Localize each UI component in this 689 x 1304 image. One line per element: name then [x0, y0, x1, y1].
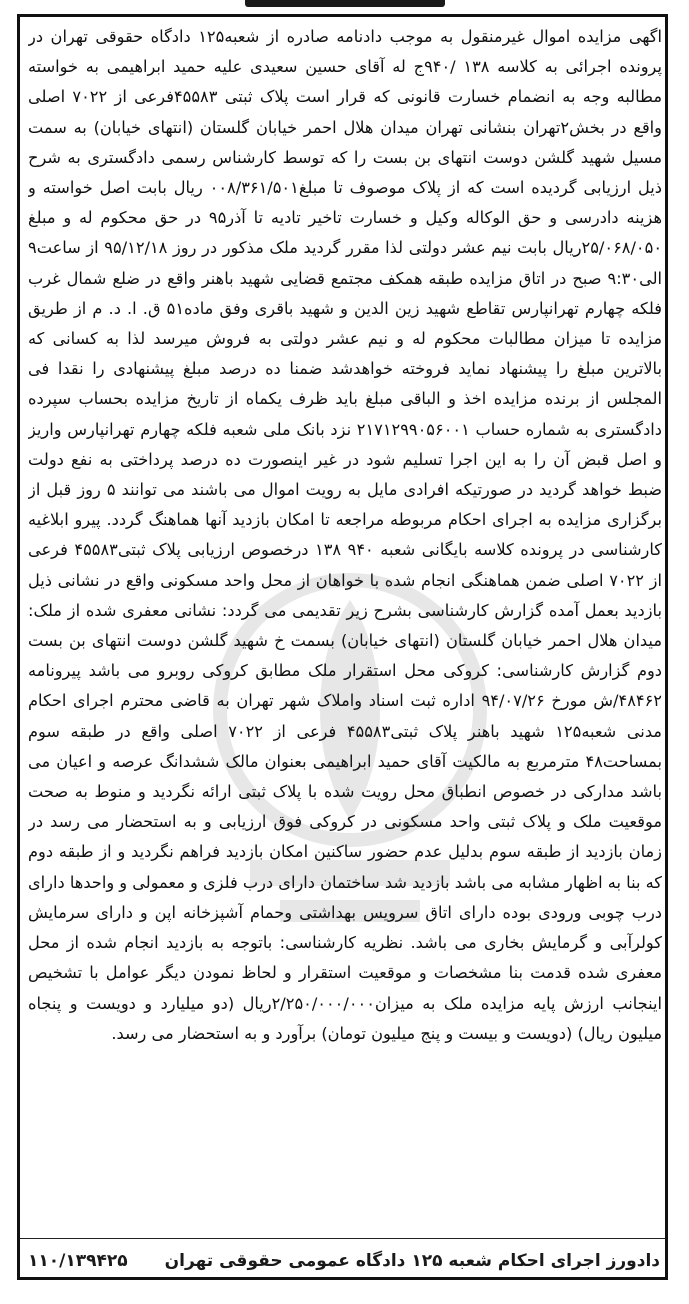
top-edge-bar — [245, 0, 445, 7]
notice-footer — [28, 1244, 660, 1278]
notice-code: ۱۱۰/۱۳۹۴۲۵ — [28, 1251, 128, 1271]
notice-paragraph: اگهی مزایده اموال غیرمنقول به موجب دادنامه صادره از شعبه۱۲۵ دادگاه حقوقی تهران در پرونده اجرائی به کلاسه ۱۳۸ /۹۴۰ج له آقای حسین سعیدی علیه حمید ابراهیمی به خواسته مطالبه وجه به انضمام خسارت قانونی که قرار است پلاک ثبتی ۴۵۵۸۳فرعی از ۷۰۲۲ اصلی واقع در بخش۲تهران بنشانی تهران میدان هلال احمر خیابان گلستان (انتهای خیابان) به سمت مسیل شهید گلشن دوست انتهای بن بست را که توسط کارشناس رسمی دادگستری به شرح ذیل ارزیابی گردیده است که از پلاک موصوف تا مبلغ۰۰۸/۳۶۱/۵۰۱ ریال بابت اصل خواسته و هزینه دادرسی و حق الوکاله وکیل و خسارت تاخیر تادیه تا آذر۹۵ در حق محکوم له و مبلغ ۲۵/۰۶۸/۰۵۰ریال بابت نیم عشر دولتی لذا مقرر گردید ملک مذکور در روز ۹۵/۱۲/۱۸ از ساعت۹ الی۹:۳۰ صبح در اتاق مزایده طبقه همکف مجتمع قضایی شهید باهنر واقع در ضلع شمال غرب فلکه چهارم تهرانپارس تقاطع شهید زین الدین و شهید باقری وفق ماده۵۱ ق. ا. د. م از طریق مزایده تا میزان مطالبات محکوم له و نیم عشر دولتی به فروش میرسد لذا به کسانی که بالاترین مبلغ را پیشنهاد نماید فروخته خواهدشد ضمنا ده درصد مبلغ پیشنهادی را نقدا فی المجلس از برنده مزایده اخذ و الباقی مبلغ باید ظرف یکماه از تاریخ مزایده بحساب سپرده دادگستری به شماره حساب ۲۱۷۱۲۹۹۰۵۶۰۰۱ نزد بانک ملی شعبه فلکه چهارم تهرانپارس واریز و اصل قبض آن را به این اجرا تسلیم شود در غیر اینصورت ده درصد پرداختی به نفع دولت ضبط خواهد گردید در صورتیکه افرادی مایل به رویت اموال می باشند می توانند ۵ روز قبل از برگزاری مزایده به اجرای احکام مربوطه مراجعه تا امکان بازدید آنها هماهنگ گردد. پیرو ابلاغیه کارشناسی در پرونده کلاسه بایگانی شعبه ۹۴۰ ۱۳۸ درخصوص ارزیابی پلاک ثبتی۴۵۵۸۳ فرعی از ۷۰۲۲ اصلی ضمن هماهنگی انجام شده با خواهان از محل واحد مسکونی واقع در نشانی ذیل بازدید بعمل آمده گزارش کارشناسی بشرح زیر تقدیمی می گردد: نشانی معفری شده از ملک: میدان هلال احمر خیابان گلستان (انتهای خیابان) بسمت خ شهید گلشن دوست انتهای بن بست دوم گزارش کارشناسی: کروکی محل استقرار ملک مطابق کروکی روبرو می باشد پیرونامه ۴۸۴۶۲/ش مورخ ۹۴/۰۷/۲۶ اداره ثبت اسناد واملاک شهر تهران به قاضی محترم اجرای احکام مدنی شعبه۱۲۵ شهید باهنر پلاک ثبتی۴۵۵۸۳ فرعی از ۷۰۲۲ اصلی واقع در طبقه سوم بمساحت۴۸ مترمربع به مالکیت آقای حمید ابراهیمی بعنوان مالک ششدانگ عرصه و اعیان می باشد مدارکی در خصوص انطباق محل رویت شده با پلاک ثبتی ارائه نگردید و منوط به صحت موقعیت ملک و پلاک ثبتی واحد مسکونی در کروکی فوق ارزیابی و به استحضار می رسد در زمان بازدید از طبقه سوم بدلیل عدم حضور ساکنین امکان بازدید فراهم نگردید و از طبقه دوم که بنا به اظهار مشابه می باشد بازدید شد ساختمان دارای درب فلزی و معمولی و واحدها دارای درب چوبی ورودی بوده دارای اتاق سرویس بهداشتی وحمام آشپزخانه اپن و دارای سرمایش کولرآبی و گرمایش بخاری می باشد. نظریه کارشناسی: باتوجه به بازدید انجام شده از محل معفری شده قدمت بنا مشخصات و موقعیت استقرار و لحاظ نمودن دیگر عوامل با تشخیص اینجانب ارزش پایه مزایده ملک به میزان۲/۲۵۰/۰۰۰/۰۰۰ریال (دو میلیارد و دویست و پنجاه میلیون ریال) (دویست و بیست و پنج میلیون تومان) برآورد و به استحضار می رسد. — [28, 27, 662, 1043]
footer-divider — [20, 1238, 665, 1239]
notice-text — [28, 22, 662, 1232]
signature-line: دادورز اجرای احکام شعبه ۱۲۵ دادگاه عمومی حقوقی تهران — [164, 1251, 660, 1271]
